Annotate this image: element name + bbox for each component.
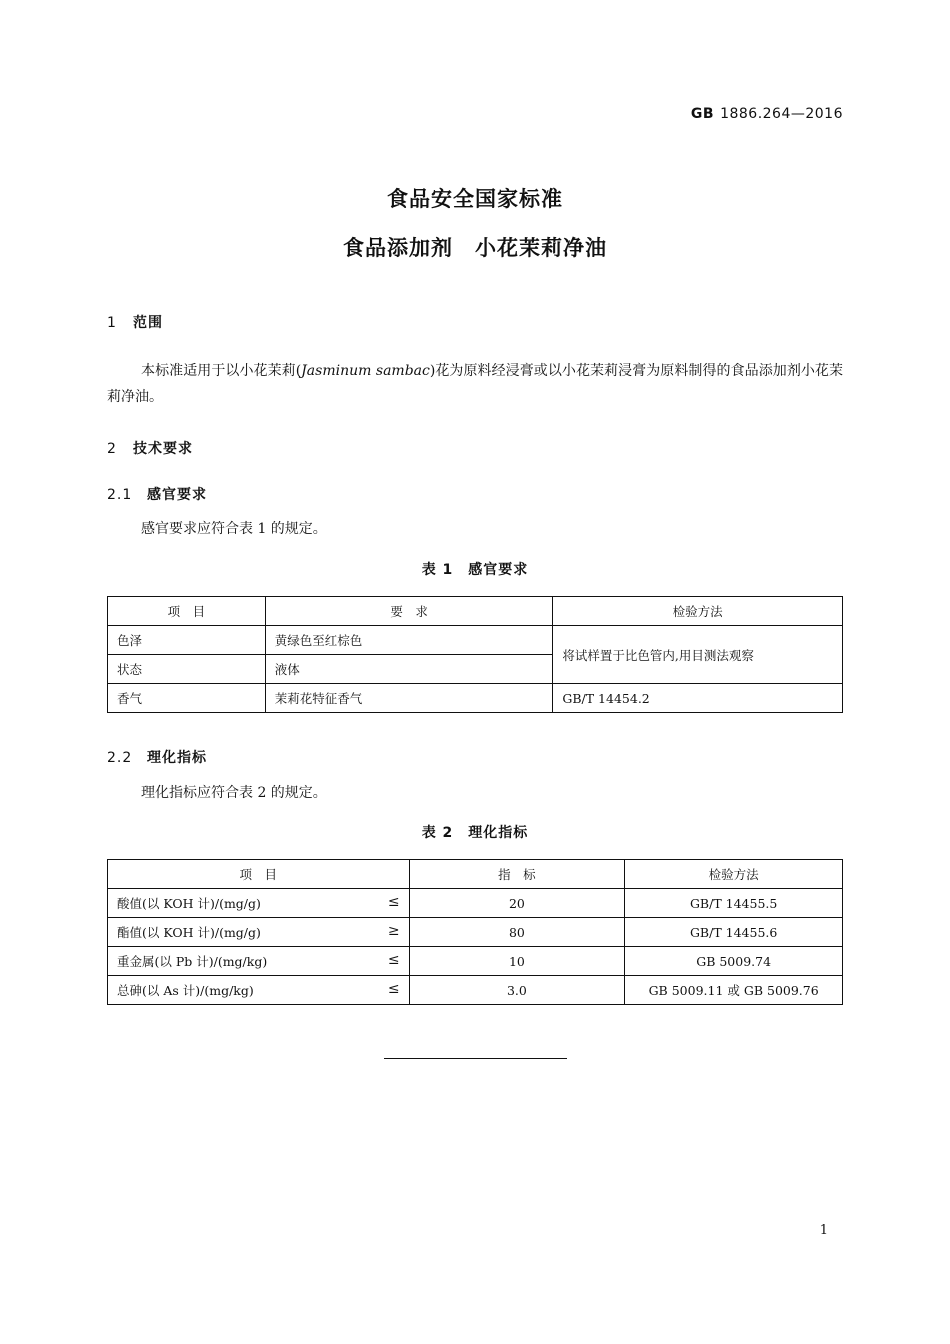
section-number: 2.2: [107, 750, 133, 766]
header-requirement: 要 求: [265, 597, 553, 626]
cell-method: GB 5009.74: [625, 947, 843, 976]
table-row: [108, 889, 843, 918]
section-title: 感官要求: [147, 487, 207, 503]
table-row: [108, 626, 843, 655]
header-method: 检验方法: [625, 860, 843, 889]
section-number: 2.1: [107, 487, 133, 503]
section-2-1-paragraph: [107, 516, 843, 542]
cell-item: [108, 976, 410, 1005]
cell-value: 3.0: [409, 976, 625, 1005]
cell-value: 20: [409, 889, 625, 918]
section-2-heading: [107, 438, 193, 458]
cell-method: GB/T 14454.2: [553, 684, 843, 713]
standard-code: [691, 106, 843, 122]
cell-item: [108, 889, 410, 918]
section-2-2-text: 理化指标应符合表 2 的规定。: [141, 785, 327, 801]
section-number: 2: [107, 441, 117, 457]
cell-item: 状态: [108, 655, 266, 684]
table-row: [108, 947, 843, 976]
scope-text-pre: 本标准适用于以小花茉莉(: [141, 363, 302, 379]
header-method: 检验方法: [553, 597, 843, 626]
cell-requirement: 茉莉花特征香气: [265, 684, 553, 713]
header-item: 项 目: [108, 860, 410, 889]
cell-item: 色泽: [108, 626, 266, 655]
cell-method-merged: 将试样置于比色管内,用目测法观察: [553, 626, 843, 684]
cell-item: [108, 947, 410, 976]
section-2-2-heading: [107, 747, 207, 767]
table-header-row: [108, 597, 843, 626]
standard-prefix: GB: [690, 106, 715, 122]
table-header-row: [108, 860, 843, 889]
cell-method: GB/T 14455.6: [625, 918, 843, 947]
section-2-2-paragraph: [107, 780, 843, 806]
section-title: 技术要求: [133, 441, 193, 457]
document-title: 食品安全国家标准: [387, 187, 563, 211]
table-2-caption: 表 2 理化指标: [421, 825, 529, 841]
item-label: 酯值(以 KOH 计)/(mg/g): [117, 925, 261, 940]
section-2-1-heading: [107, 484, 207, 504]
comparison-symbol: ≥: [387, 923, 400, 939]
cell-requirement: 液体: [265, 655, 553, 684]
header-item: 项 目: [108, 597, 266, 626]
cell-method: GB/T 14455.5: [625, 889, 843, 918]
section-2-1-text: 感官要求应符合表 1 的规定。: [141, 521, 327, 537]
document-subtitle: 食品添加剂 小花茉莉净油: [343, 236, 607, 260]
cell-value: 10: [409, 947, 625, 976]
table-2: [107, 859, 843, 1005]
scope-text-post: )花为原料经浸膏或以小花茉莉浸膏为原料制得的食品添加剂小花茉莉净油。: [107, 363, 843, 405]
cell-item: [108, 918, 410, 947]
header-index: 指 标: [409, 860, 625, 889]
scope-latin-name: Jasminum sambac: [301, 363, 430, 379]
table-row: [108, 976, 843, 1005]
scope-paragraph: [107, 358, 843, 410]
section-title: 范围: [133, 315, 163, 331]
cell-method: GB 5009.11 或 GB 5009.76: [625, 976, 843, 1005]
cell-item: 香气: [108, 684, 266, 713]
section-1-heading: [107, 312, 163, 332]
item-label: 重金属(以 Pb 计)/(mg/kg): [117, 954, 268, 969]
section-number: 1: [107, 315, 117, 331]
table-1: [107, 596, 843, 713]
item-label: 总砷(以 As 计)/(mg/kg): [117, 983, 254, 998]
comparison-symbol: ≤: [387, 952, 400, 968]
table-row: [108, 918, 843, 947]
item-label: 酸值(以 KOH 计)/(mg/g): [117, 896, 261, 911]
page-number: 1: [819, 1223, 828, 1238]
table-row: [108, 684, 843, 713]
cell-requirement: 黄绿色至红棕色: [265, 626, 553, 655]
section-title: 理化指标: [147, 750, 207, 766]
end-rule: [384, 1058, 567, 1059]
table-1-caption: 表 1 感官要求: [421, 562, 529, 578]
comparison-symbol: ≤: [387, 981, 400, 997]
standard-number: 1886.264—2016: [720, 106, 843, 122]
cell-value: 80: [409, 918, 625, 947]
comparison-symbol: ≤: [387, 894, 400, 910]
